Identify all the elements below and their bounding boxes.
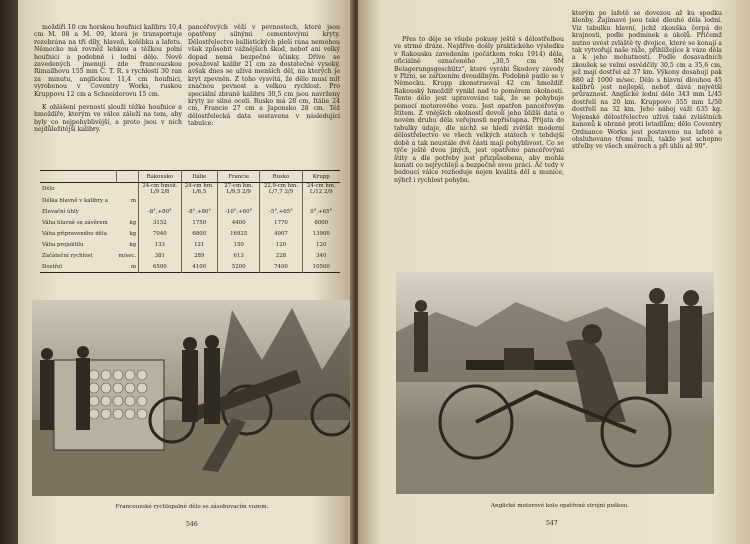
table-cell [217, 195, 259, 206]
table-header-cell: Itálie [181, 171, 217, 183]
table-row [40, 195, 340, 206]
table-row [40, 228, 340, 239]
table-header-cell: Krupp [302, 171, 340, 183]
table-cell: 120 [302, 239, 340, 250]
table-cell: 120 [260, 239, 302, 250]
table-cell: 4907 [260, 228, 302, 239]
table-cell: 4400 [217, 217, 259, 228]
table-cell: 7040 [139, 228, 181, 239]
table-cell: 24-cm hmož. L/9 2/8 [139, 183, 181, 196]
table-row [40, 261, 340, 273]
table-header-cell: Rusko [260, 171, 302, 183]
cannon-photo [32, 300, 354, 496]
left-column-text [394, 36, 564, 184]
table-cell: Váha hlavně se závěrem [42, 219, 108, 226]
table-cell [117, 183, 139, 196]
paragraph: pancéřových věží v pevnostech, které jsou opatřeny silnými cementovými kryty. Dělostřelectvo ballistických pleší rána nemohou však způsobit vážnějších škod, neboť ani velký dopad nemá bezpečné účinky. Dříve se považoval kalibr 21 cm za dostatečně vysoký, avšak dnes se užívá menších děl, na kterých je kryt zpevněn. Z toho vysvítá, že dělo musí mít značnou pevnost a velkou rychlost. Pro speciální zbraně kalibru 30,5 cm jsou navrženy kryty ze silné oceli. Rusko má 28 cm, Itálie 24 cm, Francie 27 cm a Japonsko 28 cm. Též dělostřelecká data sestavena v následující tabulce: [188, 24, 340, 128]
left-page-number: 546 [186, 521, 198, 528]
table-cell: 4100 [181, 261, 217, 273]
table-row [40, 239, 340, 250]
table-cell: 289 [181, 250, 217, 261]
table-row [40, 206, 340, 217]
table-cell: 6800 [181, 228, 217, 239]
table-cell [181, 195, 217, 206]
paragraph: moždíři 10 cm horskou houfnicí kalibru 10,4 cm M. 08 a M. 09, která je transportuje rozebrána na tři díly, hlaveň, kolébku a lafetu. Německo má rovněž lehkou a těžkou polní houfnici a podobně i lodní dělo. Nově zavedených jmenuji zde francouzskou Rimailhovu 155 mm C. T. R. s rychlostí 30 ran za minutu, anglickou 11,4 cm houfnici, vyrobenou v Coventry Works, ruskou Kruppovu 12 cm a Schneiderovu 15 cm. [34, 24, 182, 98]
table-cell [302, 195, 340, 206]
table-cell: m [131, 197, 137, 204]
table-cell: 10500 [302, 261, 340, 273]
table-cell: 613 [217, 250, 259, 261]
left-page [18, 0, 354, 544]
table-row [40, 250, 340, 261]
right-page [358, 0, 750, 544]
paragraph: kterým po lafetě se dovezou až ku spodku klenby. Zajímavé jsou také dlouhé děla lodní. Viz tabulku hlavní, jichž zkouška čerpá do krajnosti, podle podmínek a úkolů. Přičemž nutno uvést zvláště ty dvojice, které se konají a tak vytvořují naše ráže, přihlížejíce k váze děla a k jeho mohutnosti. Podle dosavadních zkoušek se velmi osvědčily 30,5 cm a 35,6 cm, jež mají dostřel až 37 km. Výkony dosahují pak 880 až 1000 m/sec. Dělo s hlavní dlouhou 45 kalibrů jest nejlepší, neboť dává největší průraznost. Anglické lodní dělo 343 mm L/45 dostřelí na 20 km. Kruppovo 355 mm L/50 dostřelí na 32 km. Jeho náboj váží 635 kg. Vojenské dělostřelectvo užívá také zvláštních kanonů k obraně proti letadlům; dělo Coventry Ordnance Works jest postaveno na lafetě a obsluhováno třemi muži, takže jest schopno střelby ve všech směrech a při úhlu až 90°. [572, 10, 722, 151]
table-cell: 228 [260, 250, 302, 261]
table-cell: Elevační úhly [42, 208, 79, 215]
table-cell: m/sec. [118, 252, 137, 259]
table-header-cell [40, 171, 117, 183]
table-cell: Délka hlavně v kalibry a [42, 197, 108, 204]
table-cell [117, 206, 139, 217]
table-cell: 24-cm hm. L/12 2/9 [302, 183, 340, 196]
right-column-text [188, 24, 340, 128]
table-header-cell [117, 171, 139, 183]
table-cell: kg [129, 230, 137, 237]
table-header-cell: Rakousko [139, 171, 181, 183]
paragraph: Přes to děje se všude pokusy ještě s dělostřelbou ve strmé dráze. Nejdříve došly praktického výsledku v Rakousku zavedením (počátkem roku 1914) děla, oficiálně označeného „30,5 cm SM Belagerungsgeschütz“, které vyrábí Škodovy závody v Plzni, se zařízením dvoudílným. Podobně padlo se v Německu. Krupp zkonstruoval 42 cm hmoždíř. Rakouský hmoždíř vynikl nad to poměrem okolností. Tento dělo jest upravováno tak, že se pohybuje pomocí motorového vozu. Jest opatřen pancéřovým štítem. Z vnějších okolností dovolí jeho bližší data o novém druhu děla veřejnosti nepřístupna. Přijata do tabulky údaje, dle nichž se hledí zvětšit moderní dělostřelectvo ve všech velkých státech v tehdejší době a tak neustále dvě části mají pohyblivost. Co se týče ještě dvou jiných, jest opatřeno pancéřovými štíty a dle potřeby jest přizpůsobena, aby mohla konati co nejrychleji a bezpečně svou práci. Ač tedy v budoucí válce rozhoduje nejen kvalita děl a munice, nýbrž i rychlost pohybu. [394, 36, 564, 184]
table-cell: 381 [139, 250, 181, 261]
artillery-table [40, 170, 340, 273]
left-column-text [34, 24, 182, 134]
table-cell: Váha projektilu [42, 241, 84, 248]
table-cell: Dostřel [42, 263, 62, 270]
table-cell: 1750 [181, 217, 217, 228]
table-cell: 3152 [139, 217, 181, 228]
table-cell: 13900 [302, 228, 340, 239]
table-cell: 340 [302, 250, 340, 261]
table-cell: 24-cm hm. L/6,5 [181, 183, 217, 196]
paragraph: K ohlášení pevností slouží těžké houfnice a hmoždíře, kterým ve válce záleží na tom, aby byly co nejpohyblivější, a proto jsou v nich nejdůležitější kalibry. [34, 104, 182, 134]
table-cell: 7400 [260, 261, 302, 273]
table-cell: 0°,+65° [302, 206, 340, 217]
right-caption: Anglické motorové kolo opatřené strojní puškou. [490, 503, 630, 509]
table-cell: 6000 [302, 217, 340, 228]
table-cell: 6500 [139, 261, 181, 273]
motorcycle-photo [396, 272, 714, 494]
table-cell [260, 195, 302, 206]
table-cell: 133 [139, 239, 181, 250]
table-cell: Dělo [42, 186, 55, 192]
right-page-number: 547 [546, 520, 558, 527]
table-cell: 27-cm hm. L/9,5 2/9 [217, 183, 259, 196]
table-cell: kg [129, 219, 137, 226]
table-cell: 150 [217, 239, 259, 250]
table-cell: Začáteční rychlost [42, 252, 93, 259]
table-cell: -5°,+65° [260, 206, 302, 217]
table-cell: -8°,+80° [139, 206, 181, 217]
table-cell: kg [129, 241, 137, 248]
table-cell: 1770 [260, 217, 302, 228]
table-header-cell: Francie [217, 171, 259, 183]
table-cell: 5200 [217, 261, 259, 273]
table-cell: Váha připraveného děla [42, 230, 107, 237]
table-cell: m [131, 263, 137, 270]
table-cell: 121 [181, 239, 217, 250]
table-row [40, 217, 340, 228]
table-header-row [40, 171, 340, 183]
table-cell: -10°,+60° [217, 206, 259, 217]
table-body [40, 183, 340, 273]
right-column-text [572, 10, 722, 151]
table-cell: 16925 [217, 228, 259, 239]
table-cell [139, 195, 181, 206]
table-cell: 22,9-cm hm. L/7,7 2/9 [260, 183, 302, 196]
left-caption: Francouzské rychlopalné dělo se zásobovacím vozem. [115, 504, 269, 510]
table-cell: -8°,+80° [181, 206, 217, 217]
table-row [40, 183, 340, 196]
